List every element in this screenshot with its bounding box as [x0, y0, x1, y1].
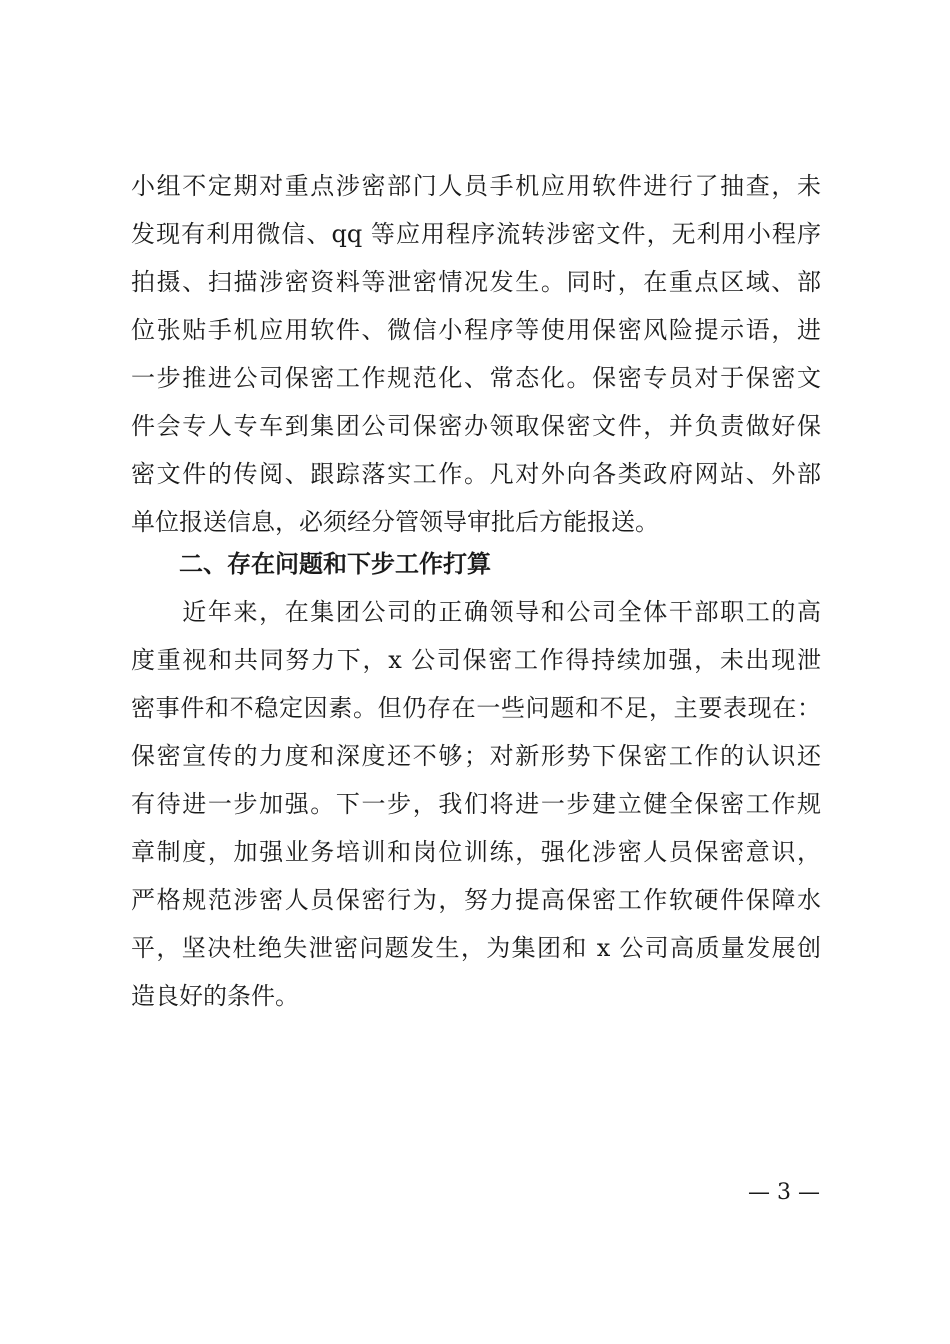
paragraph-1-line: 发现有利用微信、qq 等应用程序流转涉密文件，无利用小程序 [131, 220, 821, 248]
paragraph-2-line: 平，坚决杜绝失泄密问题发生，为集团和 x 公司高质量发展创 [131, 934, 821, 962]
paragraph-1-line: 位张贴手机应用软件、微信小程序等使用保密风险提示语，进 [131, 316, 821, 344]
paragraph-1-line: 单位报送信息，必须经分管领导审批后方能报送。 [131, 508, 659, 536]
paragraph-1-line: 拍摄、扫描涉密资料等泄密情况发生。同时，在重点区域、部 [131, 268, 821, 296]
paragraph-2-line: 造良好的条件。 [131, 982, 299, 1010]
paragraph-2-line: 密事件和不稳定因素。但仍存在一些问题和不足，主要表现在： [131, 694, 821, 722]
paragraph-2-line: 有待进一步加强。下一步，我们将进一步建立健全保密工作规 [131, 790, 821, 818]
page-number: — 3 — [748, 1180, 820, 1205]
paragraph-1-line: 一步推进公司保密工作规范化、常态化。保密专员对于保密文 [131, 364, 821, 392]
paragraph-2-line: 严格规范涉密人员保密行为，努力提高保密工作软硬件保障水 [131, 886, 821, 914]
paragraph-2-line: 近年来，在集团公司的正确领导和公司全体干部职工的高 [131, 598, 821, 626]
paragraph-1-line: 密文件的传阅、跟踪落实工作。凡对外向各类政府网站、外部 [131, 460, 821, 488]
paragraph-2-line: 度重视和共同努力下，x 公司保密工作得持续加强，未出现泄 [131, 646, 821, 674]
paragraph-1-line: 件会专人专车到集团公司保密办领取保密文件，并负责做好保 [131, 412, 821, 440]
paragraph-1-line: 小组不定期对重点涉密部门人员手机应用软件进行了抽查，未 [131, 172, 821, 200]
paragraph-2-line: 保密宣传的力度和深度还不够；对新形势下保密工作的认识还 [131, 742, 821, 770]
section-heading: 二、存在问题和下步工作打算 [179, 550, 491, 578]
paragraph-2-line: 章制度，加强业务培训和岗位训练，强化涉密人员保密意识， [131, 838, 821, 866]
